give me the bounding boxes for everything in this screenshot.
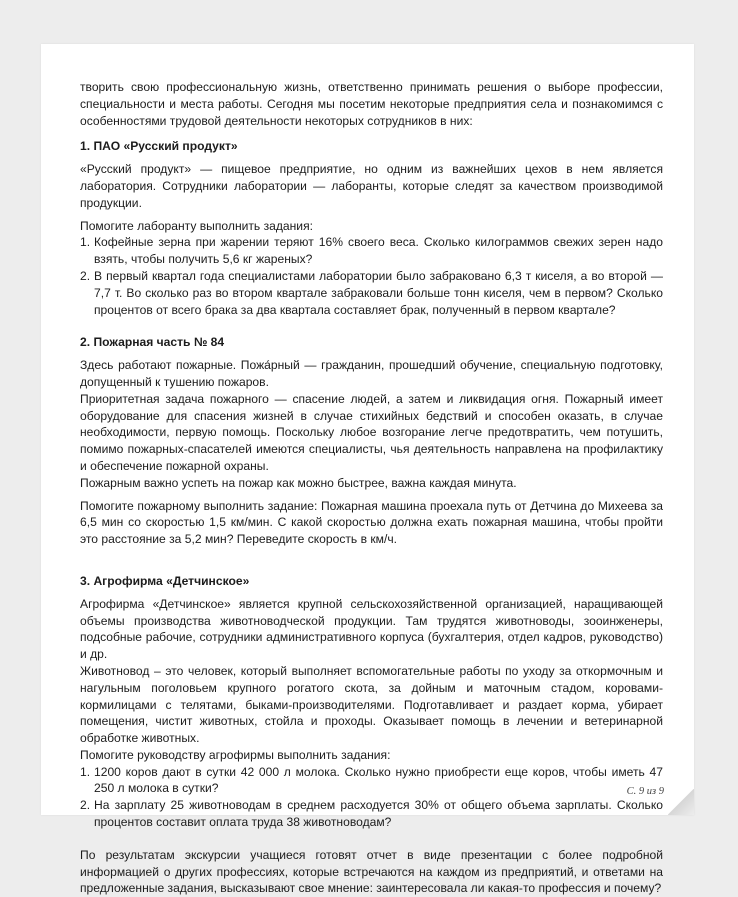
list-item [80,764,663,798]
section-1-paragraph: «Русский продукт» — пищевое предприятие, но одним из важнейших цехов в нем является лаборатория. Сотрудники лаборатории — лаборанты, которые следят за качеством производимой продукции. [80,162,663,210]
list-item-text: На зарплату 25 животноводам в среднем расходуется 30% от общего объема зарплаты. Сколько процентов составит оплата труда 38 животноводам? [94,798,663,830]
list-item-number: 1. [80,764,91,779]
section-3-paragraph-2: Животновод – это человек, который выполняет вспомогательные работы по уходу за откормочным и нагульным поголовьем крупного рогатого скота, за дойным и маточным стадом, коровами-кормилицами с телятами, быками-производителями. Подготавливает и раздает корма, убирает помещения, чистит животных, стойла и проходы. Оказывает помощь в лечении и ветеринарной обработке животных. [80,663,663,746]
page-number: С. 9 из 9 [626,786,664,797]
list-item-text: В первый квартал года специалистами лаборатории было забраковано 6,3 т киселя, а во второй — 7,7 т. Во сколько раз во втором квартале забраковали больше тонн киселя, чем в первом? Сколько процентов от всего брака за два квартала составляет брак, полученный в первом квартале? [94,268,663,317]
list-item-number: 2. [80,268,91,283]
list-item-text: Кофейные зерна при жарении теряют 16% своего веса. Сколько килограммов свежих зерен надо взять, чтобы получить 5,6 кг жареных? [94,235,663,267]
list-item [80,797,663,831]
page-content [80,79,663,897]
section-2-heading: 2. Пожарная часть № 84 [80,335,225,350]
section-2-paragraph-2: Приоритетная задача пожарного — спасение людей, а затем и ликвидация огня. Пожарный имеет оборудование для спасения жизней в случае стихийных бедствий и способен оказать, в случае необходимости, первую помощь. Поскольку любое возгорание легче предотвратить, чем потушить, помимо пожарных-спасателей имеются специалисты, чья деятельность направлена на профилактику и обеспечение пожарной охраны. [80,391,663,473]
list-item-number: 1. [80,235,91,250]
list-item-number: 2. [80,798,91,813]
section-1-task-intro: Помогите лаборанту выполнить задания: [80,218,313,233]
intro-paragraph: творить свою профессиональную жизнь, ответственно принимать решения о выборе профессии, специальности и места работы. Сегодня мы посетим некоторые предприятия села и познакомимся с особенностями трудовой деятельности некоторых сотрудников в них: [80,80,663,128]
section-2-paragraph-1: Здесь работают пожарные. Пожа́рный — гражданин, прошедший обучение, специальную подготовку, допущенный к тушению пожаров. [80,358,663,389]
section-1-task-list [80,234,663,318]
section-3-heading: 3. Агрофирма «Детчинское» [80,573,250,588]
list-item [80,268,663,318]
section-2-paragraph-3: Пожарным важно успеть на пожар как можно быстрее, важна каждая минута. [80,475,517,490]
section-3-task-list [80,764,663,831]
document-page [41,44,694,896]
section-3-task-intro: Помогите руководству агрофирмы выполнить задания: [80,747,391,762]
list-item [80,234,663,268]
section-2-task: Помогите пожарному выполнить задание: Пожарная машина проехала путь от Детчина до Михеева за 6,5 мин со скоростью 1,5 км/мин. С какой скоростью должна ехать пожарная машина, чтобы пройти это расстояние за 5,2 мин? Переведите скорость в км/ч. [80,498,663,547]
section-1-heading: 1. ПАО «Русский продукт» [80,139,238,154]
page-corner-fold [668,789,694,815]
section-3-paragraph-1: Агрофирма «Детчинское» является крупной сельскохозяйственной организацией, наращивающей объемы производства животноводческой продукции. Там трудятся животноводы, зооинженеры, подсобные рабочие, сотрудники административного корпуса (бухгалтерия, отдел кадров, руководство) и др. [80,596,663,662]
list-item-text: 1200 коров дают в сутки 42 000 л молока. Сколько нужно приобрести еще коров, чтобы иметь 47 250 л молока в сутки? [94,764,663,796]
outro-paragraph: По результатам экскурсии учащиеся готовят отчет в виде презентации с более подробной информацией о других профессиях, которые встречаются на каждом из предприятий, и ответами на предложенные задания, высказывают свое мнение: заинтересовала ли какая-то профессия и почему? [80,847,663,896]
